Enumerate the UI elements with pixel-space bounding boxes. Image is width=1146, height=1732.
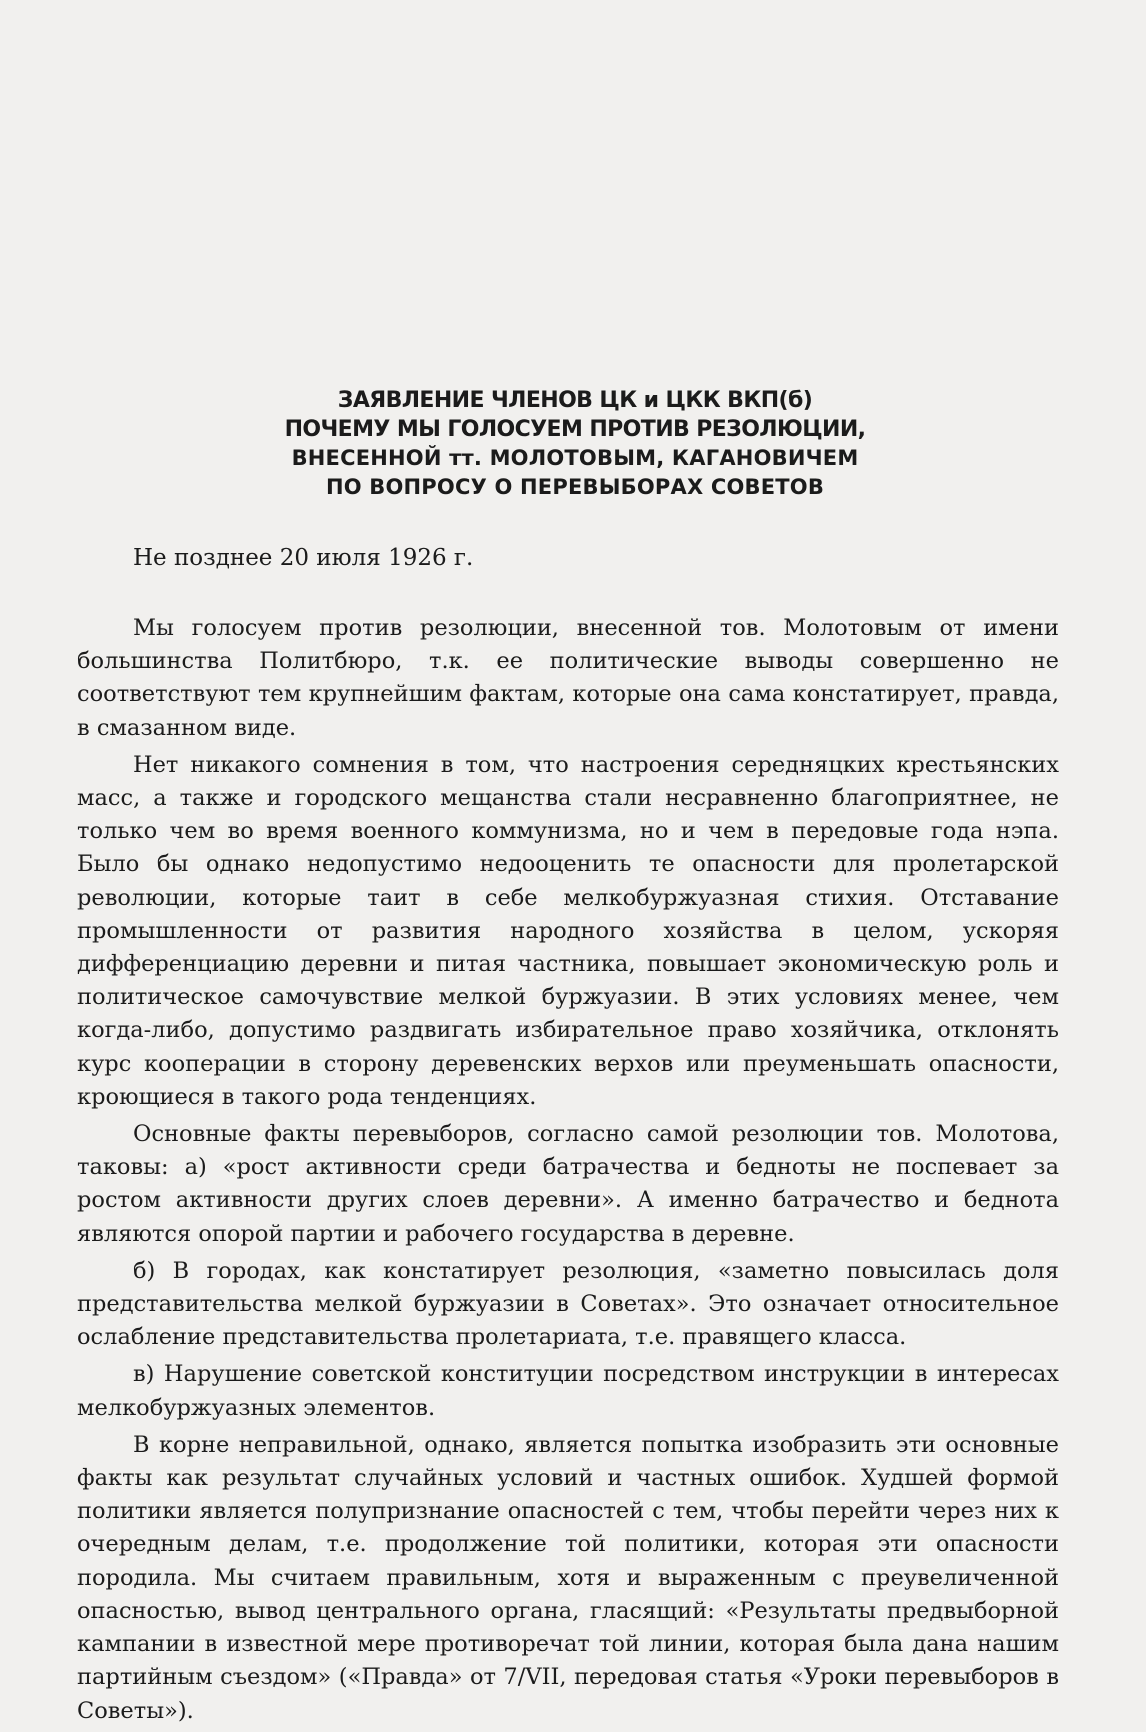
paragraph: В корне неправильной, однако, является попытка изобразить эти основные факты как результат случайных условий и частных ошибок. Худшей формой политики является полупризнание опасностей с тем, чтобы перейти через них к очередным делам, т.е. продолжение той политики, которая эти опасности породила. Мы считаем правильным, хотя и выраженным с преувеличенной опасностью, вывод центрального органа, гласящий: «Результаты предвыборной кампании в известной мере противоречат той линии, которая была дана нашим партийным съездом» («Правда» от 7/VII, передовая статья «Уроки перевыборов в Советы»). [77,1431,1059,1724]
heading-line-2: ПОЧЕМУ МЫ ГОЛОСУЕМ ПРОТИВ РЕЗОЛЮЦИИ, [284,417,866,442]
document-date: Не позднее 20 июля 1926 г. [133,545,474,571]
heading-line-3: ВНЕСЕННОЙ тт. МОЛОТОВЫМ, КАГАНОВИЧЕМ [291,446,859,470]
paragraph: Основные факты перевыборов, согласно самой резолюции тов. Молотова, таковы: а) «рост активности среди батрачества и бедноты не поспевает за ростом активности других слоев деревни». А именно батрачество и беднота являются опорой партии и рабочего государства в деревне. [77,1121,1059,1247]
document-body [77,612,1059,1732]
heading-line-1: ЗАЯВЛЕНИЕ ЧЛЕНОВ ЦК и ЦКК ВКП(б) [337,388,813,413]
paragraph: в) Нарушение советской конституции посредством инструкции в интересах мелкобуржуазных элементов. [77,1361,1059,1421]
paragraph: Нет никакого сомнения в том, что настроения середняцких крестьянских масс, а также и городского мещанства стали несравненно благоприятнее, не только чем во время военного коммунизма, но и чем в передовые года нэпа. Было бы однако недопустимо недооценить те опасности для пролетарской революции, которые таит в себе мелкобуржуазная стихия. Отставание промышленности от развития народного хозяйства в целом, ускоряя дифференциацию деревни и питая частника, повышает экономическую роль и политическое самочувствие мелкой буржуазии. В этих условиях менее, чем когда-либо, допустимо раздвигать избирательное право хозяйчика, отклонять курс кооперации в сторону деревенских верхов или преуменьшать опасности, кроющиеся в такого рода тенденциях. [77,751,1059,1110]
heading-line-4: ПО ВОПРОСУ О ПЕРЕВЫБОРАХ СОВЕТОВ [325,475,825,499]
paragraph: Мы голосуем против резолюции, внесенной тов. Молотовым от имени большинства Политбюро, т.к. ее политические выводы совершенно не соответствуют тем крупнейшим фактам, которые она сама констатирует, правда, в смазанном виде. [77,615,1059,741]
paragraph: б) В городах, как констатирует резолюция, «заметно повысилась доля представительства мелкой буржуазии в Советах». Это означает относительное ослабление представительства пролетариата, т.е. правящего класса. [77,1257,1059,1351]
document-heading [75,386,1075,502]
